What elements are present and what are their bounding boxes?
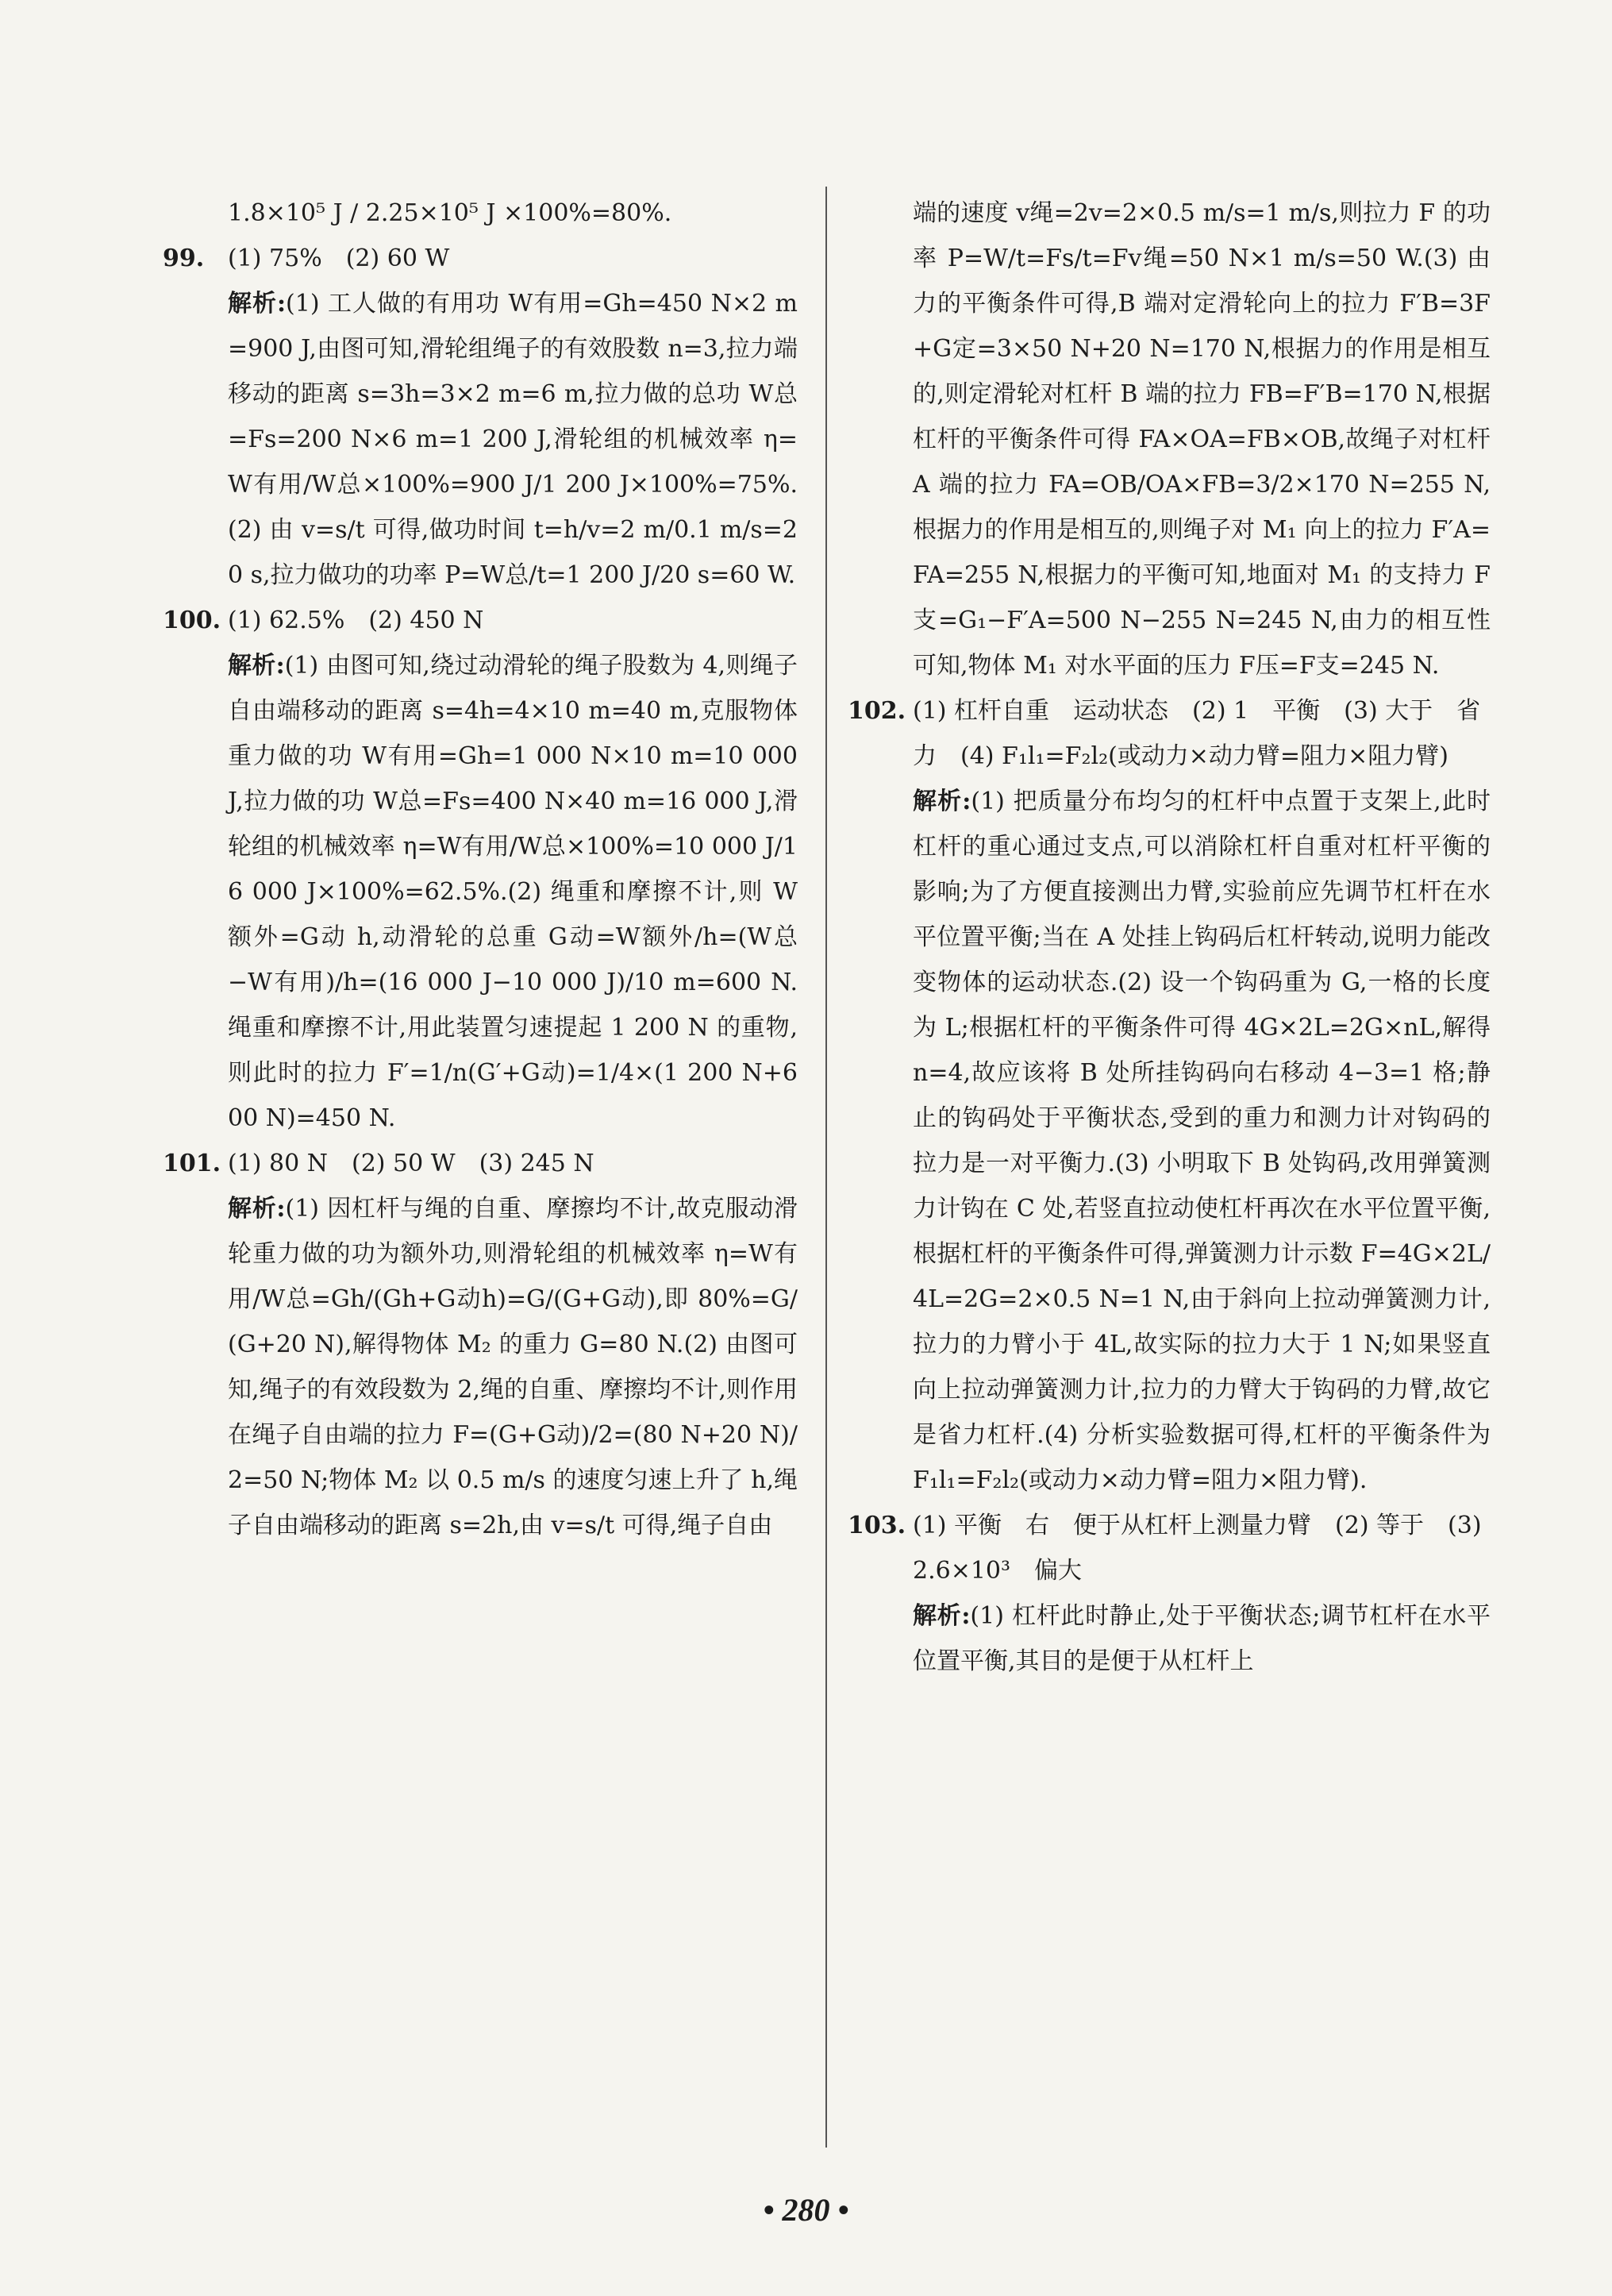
analysis-text: (1) 杠杆此时静止,处于平衡状态;调节杠杆在水平位置平衡,其目的是便于从杠杆上 [913, 1602, 1491, 1675]
q98-tail: 1.8×10⁵ J / 2.25×10⁵ J ×100%=80%. [228, 199, 672, 227]
analysis-text: (1) 因杠杆与绳的自重、摩擦均不计,故克服动滑轮重力做的功为额外功,则滑轮组的机械效率 η=W有用/W总=Gh/(Gh+G动h)=G/(G+G动),即 80%=G/(G+20 N),解得物体 M₂ 的重力 G=80 N.(2) 由图可知,绳子的有效段数为 2,绳的自重、摩擦均不计,则作用在绳子自由端的拉力 F=(G+G动)/2=(80 N+20 N)/2=50 N;物体 M₂ 以 0.5 m/s 的速度匀速上升了 h,绳子自由端移动的距离 s=2h,由 v=s/t 可得,绳子自由 [228, 1195, 798, 1539]
right-column [848, 191, 1491, 1684]
analysis-101 [163, 1186, 798, 1548]
analysis-text: (1) 把质量分布均匀的杠杆中点置于支架上,此时杠杆的重心通过支点,可以消除杠杆自重对杠杆平衡的影响;为了方便直接测出力臂,实验前应先调节杠杆在水平位置平衡;当在 A 处挂上钩码后杠杆转动,说明力能改变物体的运动状态.(2) 设一个钩码重为 G,一格的长度为 L;根据杠杆的平衡条件可得 4G×2L=2G×nL,解得 n=4,故应该将 B 处所挂钩码向右移动 4−3=1 格;静止的钩码处于平衡状态,受到的重力和测力计对钩码的拉力是一对平衡力.(3) 小明取下 B 处钩码,改用弹簧测力计钩在 C 处,若竖直拉动使杠杆再次在水平位置平衡,根据杠杆的平衡条件可得,弹簧测力计示数 F=4G×2L/4L=2G=2×0.5 N=1 N,由于斜向上拉动弹簧测力计,拉力的力臂小于 4L,故实际的拉力大于 1 N;如果竖直向上拉动弹簧测力计,拉力的力臂大于钩码的力臂,故它是省力杠杆.(4) 分析实验数据可得,杠杆的平衡条件为 F₁l₁=F₂l₂(或动力×动力臂=阻力×阻力臂). [913, 788, 1491, 1494]
analysis-99 [163, 281, 798, 598]
analysis-101-continued: 端的速度 v绳=2v=2×0.5 m/s=1 m/s,则拉力 F 的功率 P=W/t=Fs/t=Fv绳=50 N×1 m/s=50 W.(3) 由力的平衡条件可得,B 端对定滑轮向上的拉力 F′B=3F+G定=3×50 N+20 N=170 N,根据力的作用是相互的,则定滑轮对杠杆 B 端的拉力 FB=F′B=170 N,根据杠杆的平衡条件可得 FA×OA=FB×OB,故绳子对杠杆 A 端的拉力 FA=OB/OA×FB=3/2×170 N=255 N,根据力的作用是相互的,则绳子对 M₁ 向上的拉力 F′A=FA=255 N,根据力的平衡可知,地面对 M₁ 的支持力 F支=G₁−F′A=500 N−255 N=245 N,由力的相互性可知,物体 M₁ 对水平面的压力 F压=F支=245 N. [913, 199, 1491, 680]
question-number: 101. [163, 1150, 221, 1177]
answer: (1) 75% (2) 60 W [228, 245, 450, 272]
question-number: 99. [163, 245, 205, 272]
page-number: • 280 • [763, 2192, 849, 2228]
answer: (1) 80 N (2) 50 W (3) 245 N [228, 1150, 594, 1177]
answer: (1) 平衡 右 便于从杠杆上测量力臂 (2) 等于 (3) 2.6×10³ 偏大 [913, 1512, 1482, 1585]
analysis-103 [848, 1593, 1491, 1684]
question-101 [163, 1141, 798, 1186]
analysis-text: (1) 由图可知,绕过动滑轮的绳子股数为 4,则绳子自由端移动的距离 s=4h=4×10 m=40 m,克服物体重力做的功 W有用=Gh=1 000 N×10 m=10 000 J,拉力做的功 W总=Fs=400 N×40 m=16 000 J,滑轮组的机械效率 η=W有用/W总×100%=10 000 J/16 000 J×100%=62.5%.(2) 绳重和摩擦不计,则 W额外=G动 h,动滑轮的总重 G动=W额外/h=(W总−W有用)/h=(16 000 J−10 000 J)/10 m=600 N.绳重和摩擦不计,用此装置匀速提起 1 200 N 的重物,则此时的拉力 F′=1/n(G′+G动)=1/4×(1 200 N+600 N)=450 N. [228, 652, 798, 1132]
analysis-label: 解析: [913, 788, 971, 815]
analysis-label: 解析: [913, 1602, 971, 1630]
question-100 [163, 598, 798, 643]
question-number: 102. [848, 697, 906, 725]
question-number: 103. [848, 1512, 906, 1539]
answer: (1) 杠杆自重 运动状态 (2) 1 平衡 (3) 大于 省力 (4) F₁l₁=F₂l₂(或动力×动力臂=阻力×阻力臂) [913, 697, 1481, 770]
analysis-text: (1) 工人做的有用功 W有用=Gh=450 N×2 m=900 J,由图可知,滑轮组绳子的有效股数 n=3,拉力端移动的距离 s=3h=3×2 m=6 m,拉力做的总功 W总=Fs=200 N×6 m=1 200 J,滑轮组的机械效率 η=W有用/W总×100%=900 J/1 200 J×100%=75%.(2) 由 v=s/t 可得,做功时间 t=h/v=2 m/0.1 m/s=20 s,拉力做功的功率 P=W总/t=1 200 J/20 s=60 W. [228, 290, 798, 589]
analysis-label: 解析: [228, 1195, 286, 1223]
analysis-100 [163, 643, 798, 1141]
column-divider [825, 187, 827, 2148]
analysis-102 [848, 779, 1491, 1503]
question-103 [848, 1503, 1491, 1593]
left-column [163, 191, 798, 1548]
answer: (1) 62.5% (2) 450 N [228, 607, 484, 634]
analysis-label: 解析: [228, 290, 287, 318]
question-99 [163, 236, 798, 281]
question-number: 100. [163, 607, 221, 634]
question-102 [848, 688, 1491, 779]
analysis-label: 解析: [228, 652, 285, 680]
